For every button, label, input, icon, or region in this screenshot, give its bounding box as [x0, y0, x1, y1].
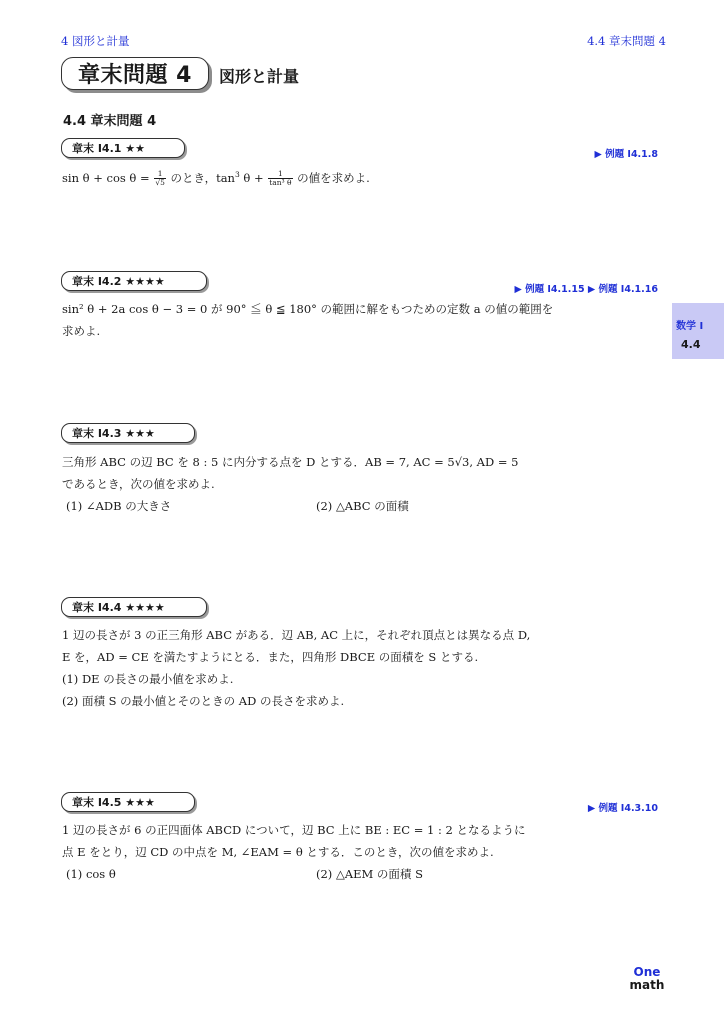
- problem-4-4-line4: (2) 面積 S の最小値とそのときの AD の長さを求めよ.: [62, 694, 345, 708]
- chapter-title-box: 章末問題 4: [61, 57, 209, 90]
- problem-4-4-line3: (1) DE の長さの最小値を求めよ.: [62, 672, 234, 686]
- running-header-section: 4.4 章末問題 4: [587, 34, 666, 48]
- fraction-denominator: tan³ θ: [269, 178, 292, 188]
- chapter-title: 図形と計量: [219, 67, 300, 86]
- problem-4-1-mid: のとき，tan: [170, 170, 235, 185]
- problem-4-4-line2: E を，AD = CE を満たすようにとる．また，四角形 DBCE の面積を S とする.: [62, 650, 479, 664]
- example-link-4-2[interactable]: ▶ 例題 I4.1.15 ▶ 例題 I4.1.16: [514, 284, 658, 295]
- problem-4-5-sub2: (2) △AEM の面積 S: [316, 867, 423, 881]
- problem-4-1-tail: の値を求めよ.: [297, 170, 370, 185]
- logo-line1: One: [633, 965, 661, 979]
- fraction-1-over-root5: [154, 170, 166, 187]
- fraction-denominator: √5: [155, 178, 165, 188]
- problem-4-5-line1: 1 辺の長さが 6 の正四面体 ABCD について，辺 BC 上に BE : EC = 1 : 2 となるように: [62, 823, 526, 837]
- side-index-tab[interactable]: [672, 303, 724, 359]
- fraction-1-over-tan3: [268, 170, 292, 187]
- side-tab-subject: 数学 I: [676, 321, 704, 332]
- fraction-numerator: 1: [268, 170, 292, 179]
- problem-4-5-sub1: (1) cos θ: [66, 867, 116, 881]
- logo-line2: math: [629, 978, 665, 992]
- exponent: 3: [234, 170, 240, 179]
- problem-tag-4-5: 章末 I4.5 ★★★: [61, 792, 195, 812]
- example-link-4-5[interactable]: ▶ 例題 I4.3.10: [587, 803, 658, 814]
- problem-4-3-line2: であるとき，次の値を求めよ.: [62, 477, 215, 491]
- problem-4-3-sub2: (2) △ABC の面積: [316, 499, 409, 513]
- problem-4-4-line1: 1 辺の長さが 3 の正三角形 ABC がある．辺 AB, AC 上に，それぞれ頂点とは異なる点 D,: [62, 628, 531, 642]
- problem-4-2-line1: sin² θ + 2a cos θ − 3 = 0 が 90° ≦ θ ≦ 180° の範囲に解をもつための定数 a の値の範囲を: [62, 302, 554, 316]
- problem-4-5-line2: 点 E をとり，辺 CD の中点を M, ∠EAM = θ とする．このとき，次の値を求めよ.: [62, 845, 494, 859]
- problem-4-3-sub1: (1) ∠ADB の大きさ: [66, 499, 172, 513]
- problem-text-4-1: [62, 164, 370, 189]
- problem-tag-4-3: 章末 I4.3 ★★★: [61, 423, 195, 443]
- problem-tag-4-4: 章末 I4.4 ★★★★: [61, 597, 207, 617]
- problem-tag-4-1: 章末 I4.1 ★★: [61, 138, 185, 158]
- problem-4-2-line2: 求めよ.: [62, 324, 101, 338]
- problem-4-1-mid2: θ +: [243, 170, 264, 185]
- fraction-numerator: 1: [154, 170, 166, 179]
- problem-4-1-expr-lhs: sin θ + cos θ =: [62, 170, 150, 185]
- problem-4-3-line1: 三角形 ABC の辺 BC を 8 : 5 に内分する点を D とする．AB = 7, AC = 5√3, AD = 5: [62, 455, 519, 469]
- example-link-4-1[interactable]: ▶ 例題 I4.1.8: [594, 149, 658, 160]
- problem-tag-4-2: 章末 I4.2 ★★★★: [61, 271, 207, 291]
- section-title: 4.4 章末問題 4: [63, 114, 157, 129]
- side-tab-section: 4.4: [681, 338, 701, 351]
- onemath-logo: [628, 966, 666, 992]
- running-header-chapter: 4 図形と計量: [61, 34, 130, 48]
